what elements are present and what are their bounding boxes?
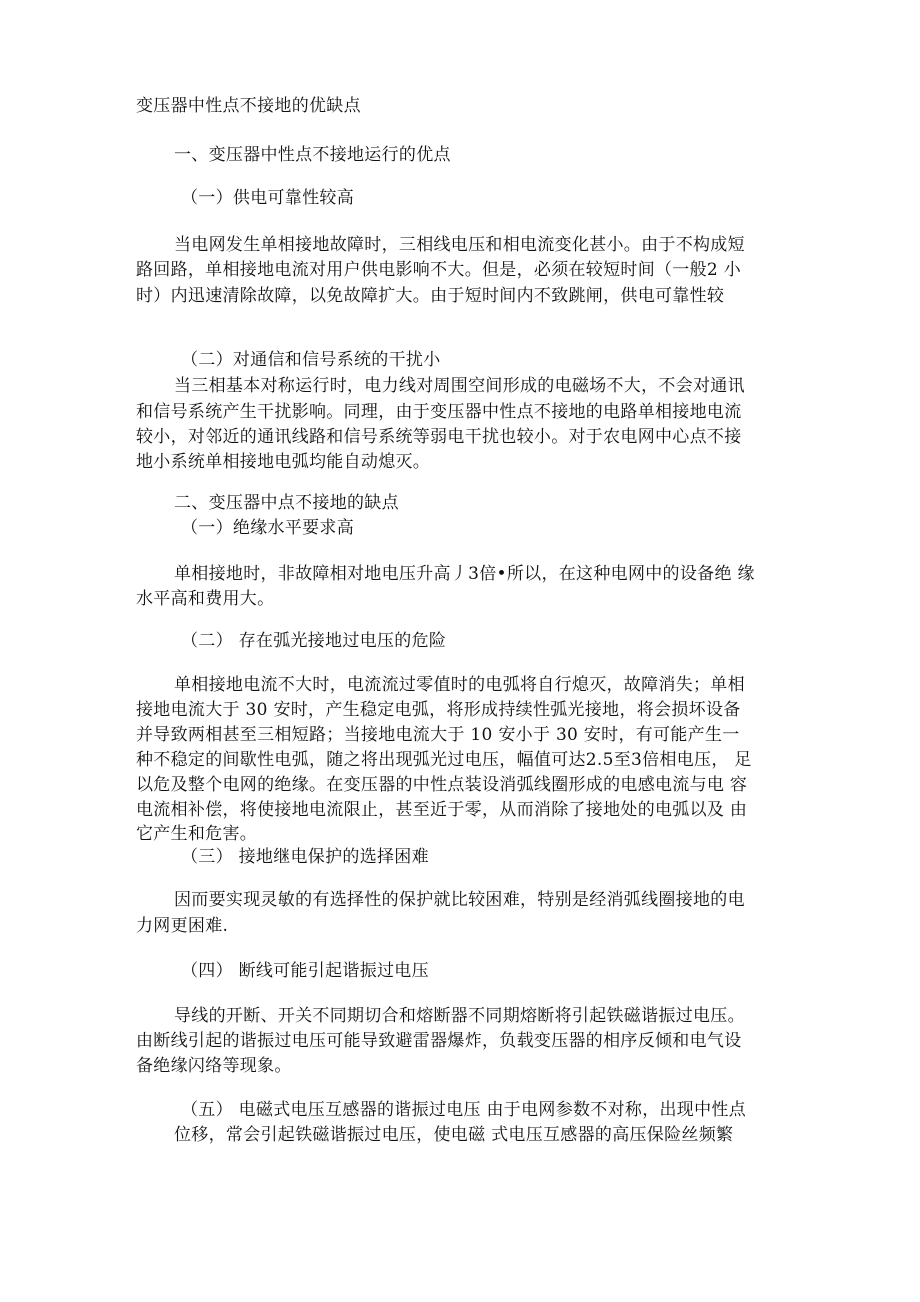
paragraph-line: 力网更困难. (136, 916, 229, 936)
paragraph-line: 当电网发生单相接地故障时，三相线电压和相电流变化甚小。由于不构成短 (174, 235, 745, 255)
paragraph-line: 较小，对邻近的通讯线路和信号系统等弱电干扰也较小。对于农电网中心点不接 (136, 427, 742, 447)
paragraph-line: 当三相基本对称运行时，电力线对周围空间形成的电磁场不大，不会对通讯 (174, 376, 745, 396)
paragraph-line: 路回路，单相接地电流对用户供电影响不大。但是，必须在较短时间（一般2 小 (136, 260, 742, 280)
section-2-sub-5-line: （五） 电磁式电压互感器的谐振过电压 由于电网参数不对称，出现中性点 (181, 1100, 747, 1120)
document-title: 变压器中性点不接地的优缺点 (136, 96, 361, 116)
paragraph-line: 地小系统单相接地电弧均能自动熄灭。 (136, 452, 431, 472)
section-1-sub-2-heading: （二）对通信和信号系统的干扰小 (181, 350, 441, 370)
section-1-heading: 一、变压器中性点不接地运行的优点 (174, 145, 451, 165)
section-2-sub-4-heading: （四） 断线可能引起谐振过电压 (181, 961, 429, 981)
paragraph-line: 水平高和费用大。 (136, 589, 275, 609)
paragraph-line: 和信号系统产生干扰影响。同理，由于变压器中性点不接地的电路单相接地电流 (136, 402, 742, 422)
paragraph-line: 以危及整个电网的绝缘。在变压器的中性点装设消弧线圈形成的电感电流与电 容 (136, 775, 748, 795)
paragraph-line: 电流相补偿，将使接地电流限止，甚至近于零，从而消除了接地处的电弧以及 由 (136, 800, 748, 820)
paragraph-line: 接地电流大于 30 安时，产生稳定电弧，将形成持续性弧光接地，将会损坏设备 (136, 700, 741, 720)
paragraph-line: 因而要实现灵敏的有选择性的保护就比较困难，特别是经消弧线圈接地的电 (174, 890, 745, 910)
paragraph-line: 单相接地时，非故障相对地电压升高丿3倍•所以，在这种电网中的设备绝 缘 (174, 564, 755, 584)
section-1-sub-1-heading: （一）供电可靠性较高 (181, 188, 354, 208)
section-2-sub-1-heading: （一）绝缘水平要求高 (181, 518, 354, 538)
paragraph-line: 备绝缘闪络等现象。 (136, 1056, 292, 1076)
paragraph-line: 导线的开断、开关不同期切合和熔断器不同期熔断将引起铁磁谐振过电压。 (174, 1006, 745, 1026)
paragraph-line: 它产生和危害。 (136, 824, 258, 844)
section-2-sub-3-heading: （三） 接地继电保护的选择困难 (181, 847, 429, 867)
paragraph-line: 由断线引起的谐振过电压可能导致避雷器爆炸，负载变压器的相序反倾和电气设 (136, 1031, 742, 1051)
paragraph-line: 种不稳定的间歇性电弧，随之将出现弧光过电压，幅值可达2.5至3倍相电压， 足 (136, 750, 752, 770)
paragraph-line: 并导致两相甚至三相短路；当接地电流大于 10 安小于 30 安时，有可能产生一 (136, 725, 740, 745)
section-2-sub-2-heading: （二） 存在弧光接地过电压的危险 (181, 631, 447, 651)
section-2-sub-5-line: 位移，常会引起铁磁谐振过电压，使电磁 式电压互感器的高压保险丝频繁 (174, 1125, 734, 1145)
section-2-heading: 二、变压器中点不接地的缺点 (174, 493, 399, 513)
paragraph-line: 时）内迅速清除故障，以免故障扩大。由于短时间内不致跳闸，供电可靠性较 (136, 286, 725, 306)
paragraph-line: 单相接地电流不大时，电流流过零值时的电弧将自行熄灭，故障消失；单相 (174, 675, 745, 695)
